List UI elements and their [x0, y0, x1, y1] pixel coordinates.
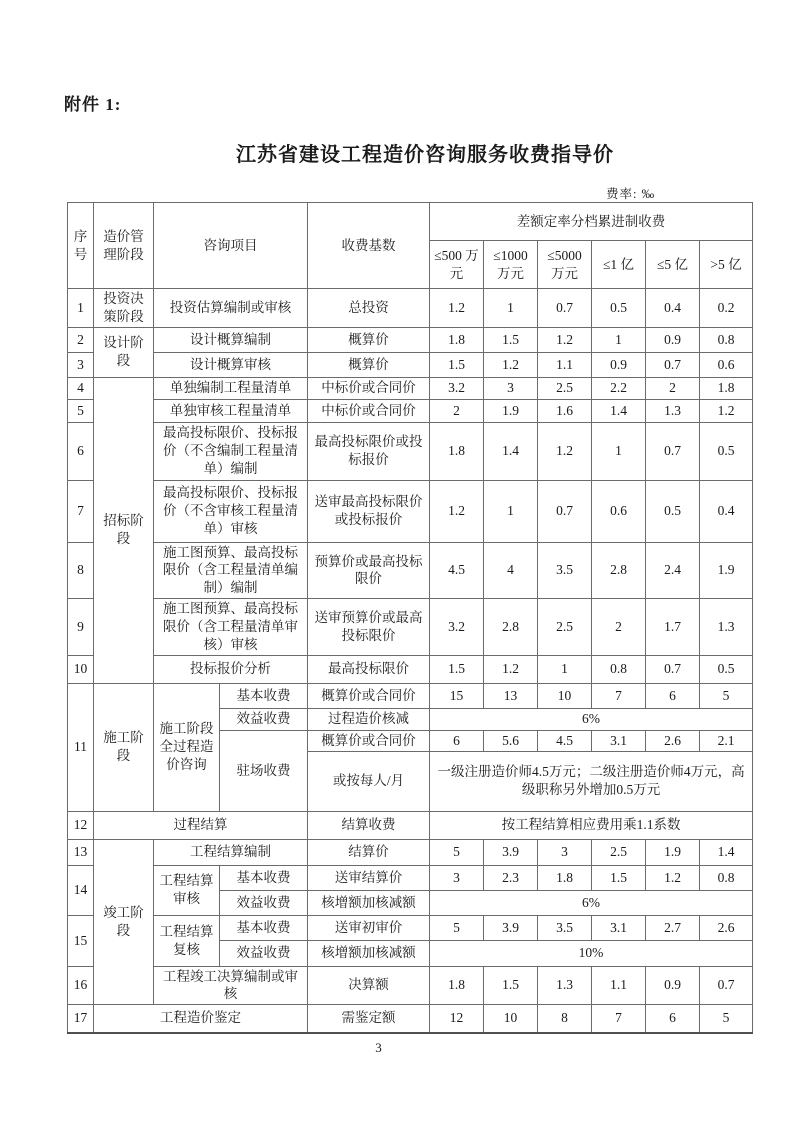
fee-value-cell: 2 — [646, 377, 700, 399]
table-row — [68, 915, 753, 940]
base-cell: 送审预算价或最高投标限价 — [308, 599, 430, 655]
base-cell: 核增额加核减额 — [308, 890, 430, 915]
fee-value-cell: 15 — [430, 683, 484, 708]
fee-value-cell: 1.2 — [538, 327, 592, 352]
fee-value-cell: 1.2 — [430, 289, 484, 328]
page-title: 江苏省建设工程造价咨询服务收费指导价 — [236, 144, 614, 166]
fee-value-cell: 2.6 — [646, 730, 700, 751]
table-row — [68, 966, 753, 1005]
base-cell: 需鉴定额 — [308, 1005, 430, 1033]
fee-value-cell: 0.9 — [646, 327, 700, 352]
merged-value-cell: 6% — [430, 890, 753, 915]
table-row — [68, 289, 753, 328]
base-cell: 最高投标限价 — [308, 655, 430, 683]
fee-value-cell: 2.4 — [646, 542, 700, 598]
project-cell: 工程竣工决算编制或审核 — [154, 966, 308, 1005]
table-row — [68, 599, 753, 655]
tier-header: ≤5 亿 — [646, 241, 700, 289]
seq-cell: 2 — [68, 327, 94, 352]
merged-value-cell: 6% — [430, 708, 753, 730]
subfee-cell: 基本收费 — [220, 865, 308, 890]
stage-cell: 招标阶段 — [94, 377, 154, 683]
fee-value-cell: 0.5 — [700, 422, 753, 480]
fee-value-cell: 5 — [430, 839, 484, 865]
fee-value-cell: 6 — [430, 730, 484, 751]
tier-header: ≤5000万元 — [538, 241, 592, 289]
base-cell: 概算价 — [308, 327, 430, 352]
project-cell: 施工图预算、最高投标限价（含工程量清单审核）审核 — [154, 599, 308, 655]
attachment-label: 附件 1: — [64, 95, 122, 114]
project-cell: 最高投标限价、投标报价（不含审核工程量清单）审核 — [154, 480, 308, 542]
fee-value-cell: 2.2 — [592, 377, 646, 399]
base-header: 收费基数 — [308, 203, 430, 289]
fee-value-cell: 1.2 — [538, 422, 592, 480]
project-cell: 设计概算审核 — [154, 352, 308, 377]
fee-value-cell: 1.8 — [538, 865, 592, 890]
seq-cell: 1 — [68, 289, 94, 328]
fee-value-cell: 4 — [484, 542, 538, 598]
table-row — [68, 480, 753, 542]
tier-header: ≤500 万元 — [430, 241, 484, 289]
fee-value-cell: 13 — [484, 683, 538, 708]
fee-value-cell: 3 — [538, 839, 592, 865]
project-cell: 工程造价鉴定 — [94, 1005, 308, 1033]
fee-schedule-table — [67, 202, 753, 1034]
page-number: 3 — [375, 1040, 382, 1055]
header-row-1 — [68, 203, 753, 241]
fee-value-cell: 3.5 — [538, 915, 592, 940]
fee-value-cell: 1.4 — [484, 422, 538, 480]
fee-value-cell: 1.5 — [430, 655, 484, 683]
project-cell: 过程结算 — [94, 811, 308, 839]
fee-value-cell: 1.3 — [700, 599, 753, 655]
base-cell: 概算价 — [308, 352, 430, 377]
fee-value-cell: 1.1 — [538, 352, 592, 377]
fee-value-cell: 1.4 — [700, 839, 753, 865]
project-cell: 单独审核工程量清单 — [154, 399, 308, 422]
base-cell: 中标价或合同价 — [308, 399, 430, 422]
fee-value-cell: 0.9 — [592, 352, 646, 377]
project-cell: 工程结算编制 — [154, 839, 308, 865]
fee-value-cell: 3.5 — [538, 542, 592, 598]
fee-group-header: 差额定率分档累进制收费 — [430, 203, 753, 241]
fee-value-cell: 1.9 — [700, 542, 753, 598]
fee-value-cell: 0.7 — [700, 966, 753, 1005]
tier-header: >5 亿 — [700, 241, 753, 289]
seq-cell: 6 — [68, 422, 94, 480]
fee-value-cell: 1 — [484, 289, 538, 328]
base-cell: 送审最高投标限价或投标报价 — [308, 480, 430, 542]
fee-value-cell: 1.9 — [484, 399, 538, 422]
fee-value-cell: 1.5 — [484, 966, 538, 1005]
table-row — [68, 377, 753, 399]
fee-value-cell: 2.8 — [592, 542, 646, 598]
fee-value-cell: 2.5 — [538, 599, 592, 655]
table-row — [68, 865, 753, 890]
base-cell: 中标价或合同价 — [308, 377, 430, 399]
project-cell: 投标报价分析 — [154, 655, 308, 683]
table-row — [68, 399, 753, 422]
fee-value-cell: 1.2 — [700, 399, 753, 422]
fee-value-cell: 2.8 — [484, 599, 538, 655]
fee-value-cell: 0.7 — [538, 480, 592, 542]
fee-value-cell: 5 — [700, 1005, 753, 1033]
fee-value-cell: 5 — [430, 915, 484, 940]
fee-value-cell: 1.5 — [430, 352, 484, 377]
project-cell: 投资估算编制或审核 — [154, 289, 308, 328]
fee-value-cell: 4.5 — [430, 542, 484, 598]
base-cell: 最高投标限价或投标报价 — [308, 422, 430, 480]
fee-value-cell: 1.8 — [700, 377, 753, 399]
subfee-cell: 基本收费 — [220, 915, 308, 940]
fee-value-cell: 1 — [484, 480, 538, 542]
fee-value-cell: 7 — [592, 1005, 646, 1033]
stage-cell: 施工阶段 — [94, 683, 154, 811]
project-cell: 设计概算编制 — [154, 327, 308, 352]
fee-value-cell: 2.1 — [700, 730, 753, 751]
table-row — [68, 683, 753, 708]
fee-value-cell: 6 — [646, 1005, 700, 1033]
stage-header: 造价管理阶段 — [94, 203, 154, 289]
fee-value-cell: 1.2 — [484, 655, 538, 683]
fee-value-cell: 1.8 — [430, 327, 484, 352]
seq-cell: 17 — [68, 1005, 94, 1033]
fee-value-cell: 5 — [700, 683, 753, 708]
fee-value-cell: 2 — [430, 399, 484, 422]
project-cell: 单独编制工程量清单 — [154, 377, 308, 399]
seq-cell: 8 — [68, 542, 94, 598]
table-row — [68, 422, 753, 480]
fee-value-cell: 8 — [538, 1005, 592, 1033]
fee-value-cell: 1.8 — [430, 422, 484, 480]
fee-value-cell: 3.1 — [592, 730, 646, 751]
table-row — [68, 352, 753, 377]
fee-value-cell: 3 — [430, 865, 484, 890]
fee-value-cell: 2.3 — [484, 865, 538, 890]
fee-value-cell: 1.1 — [592, 966, 646, 1005]
base-cell: 核增额加核减额 — [308, 940, 430, 966]
seq-cell: 10 — [68, 655, 94, 683]
fee-value-cell: 3.9 — [484, 839, 538, 865]
table-row — [68, 655, 753, 683]
fee-value-cell: 0.5 — [592, 289, 646, 328]
base-cell: 概算价或合同价 — [308, 730, 430, 751]
fee-value-cell: 1.4 — [592, 399, 646, 422]
project-cell: 施工阶段全过程造价咨询 — [154, 683, 220, 811]
fee-value-cell: 5.6 — [484, 730, 538, 751]
seq-cell: 4 — [68, 377, 94, 399]
fee-value-cell: 12 — [430, 1005, 484, 1033]
base-cell: 过程造价核减 — [308, 708, 430, 730]
fee-value-cell: 10 — [484, 1005, 538, 1033]
fee-value-cell: 0.7 — [646, 422, 700, 480]
fee-value-cell: 1.3 — [538, 966, 592, 1005]
table-row — [68, 839, 753, 865]
fee-value-cell: 0.2 — [700, 289, 753, 328]
fee-value-cell: 3.2 — [430, 599, 484, 655]
fee-value-cell: 6 — [646, 683, 700, 708]
base-cell: 送审初审价 — [308, 915, 430, 940]
fee-value-cell: 3.9 — [484, 915, 538, 940]
base-cell: 决算额 — [308, 966, 430, 1005]
fee-value-cell: 0.9 — [646, 966, 700, 1005]
fee-value-cell: 1.2 — [646, 865, 700, 890]
seq-cell: 12 — [68, 811, 94, 839]
seq-header: 序号 — [68, 203, 94, 289]
stage-cell: 竣工阶段 — [94, 839, 154, 1005]
fee-value-cell: 0.7 — [646, 655, 700, 683]
stage-cell: 设计阶段 — [94, 327, 154, 377]
table-row — [68, 542, 753, 598]
seq-cell: 13 — [68, 839, 94, 865]
fee-value-cell: 1.9 — [646, 839, 700, 865]
seq-cell: 3 — [68, 352, 94, 377]
subfee-cell: 驻场收费 — [220, 730, 308, 811]
fee-value-cell: 1.8 — [430, 966, 484, 1005]
base-cell: 送审结算价 — [308, 865, 430, 890]
fee-value-cell: 1.6 — [538, 399, 592, 422]
merged-value-cell: 按工程结算相应费用乘1.1系数 — [430, 811, 753, 839]
fee-value-cell: 1.5 — [592, 865, 646, 890]
fee-value-cell: 0.8 — [700, 327, 753, 352]
base-cell: 结算收费 — [308, 811, 430, 839]
fee-value-cell: 0.6 — [592, 480, 646, 542]
subfee-cell: 效益收费 — [220, 708, 308, 730]
base-cell: 总投资 — [308, 289, 430, 328]
fee-value-cell: 0.7 — [538, 289, 592, 328]
project-cell: 施工图预算、最高投标限价（含工程量清单编制）编制 — [154, 542, 308, 598]
seq-cell: 15 — [68, 915, 94, 966]
seq-cell: 14 — [68, 865, 94, 915]
seq-cell: 9 — [68, 599, 94, 655]
fee-value-cell: 2.5 — [592, 839, 646, 865]
fee-value-cell: 1.2 — [430, 480, 484, 542]
fee-value-cell: 2.7 — [646, 915, 700, 940]
fee-value-cell: 0.8 — [700, 865, 753, 890]
fee-value-cell: 3.1 — [592, 915, 646, 940]
seq-cell: 5 — [68, 399, 94, 422]
subfee-cell: 基本收费 — [220, 683, 308, 708]
seq-cell: 16 — [68, 966, 94, 1005]
seq-cell: 11 — [68, 683, 94, 811]
project-cell: 最高投标限价、投标报价（不含编制工程量清单）编制 — [154, 422, 308, 480]
fee-value-cell: 1 — [538, 655, 592, 683]
project-header: 咨询项目 — [154, 203, 308, 289]
fee-value-cell: 0.6 — [700, 352, 753, 377]
fee-value-cell: 0.4 — [700, 480, 753, 542]
base-cell: 预算价或最高投标限价 — [308, 542, 430, 598]
stage-cell: 投资决策阶段 — [94, 289, 154, 328]
fee-value-cell: 0.5 — [700, 655, 753, 683]
fee-value-cell: 2.6 — [700, 915, 753, 940]
tier-header: ≤1 亿 — [592, 241, 646, 289]
project-cell: 工程结算审核 — [154, 865, 220, 915]
subfee-cell: 效益收费 — [220, 890, 308, 915]
fee-value-cell: 1.3 — [646, 399, 700, 422]
merged-value-cell: 一级注册造价师4.5万元；二级注册造价师4万元，高级职称另外增加0.5万元 — [430, 751, 753, 811]
fee-value-cell: 3 — [484, 377, 538, 399]
fee-value-cell: 3.2 — [430, 377, 484, 399]
tier-header: ≤1000万元 — [484, 241, 538, 289]
table-row — [68, 327, 753, 352]
base-cell: 概算价或合同价 — [308, 683, 430, 708]
fee-value-cell: 2 — [592, 599, 646, 655]
seq-cell: 7 — [68, 480, 94, 542]
fee-value-cell: 7 — [592, 683, 646, 708]
base-cell: 结算价 — [308, 839, 430, 865]
fee-value-cell: 0.8 — [592, 655, 646, 683]
fee-value-cell: 1.7 — [646, 599, 700, 655]
fee-value-cell: 0.4 — [646, 289, 700, 328]
fee-value-cell: 1.5 — [484, 327, 538, 352]
fee-value-cell: 1.2 — [484, 352, 538, 377]
base-cell: 或按每人/月 — [308, 751, 430, 811]
fee-value-cell: 10 — [538, 683, 592, 708]
fee-value-cell: 1 — [592, 422, 646, 480]
fee-value-cell: 4.5 — [538, 730, 592, 751]
fee-value-cell: 0.5 — [646, 480, 700, 542]
fee-value-cell: 2.5 — [538, 377, 592, 399]
merged-value-cell: 10% — [430, 940, 753, 966]
rate-unit-label: 费率: ‰ — [606, 187, 656, 201]
subfee-cell: 效益收费 — [220, 940, 308, 966]
table-row — [68, 1005, 753, 1033]
project-cell: 工程结算复核 — [154, 915, 220, 966]
table-row — [68, 811, 753, 839]
fee-value-cell: 1 — [592, 327, 646, 352]
fee-value-cell: 0.7 — [646, 352, 700, 377]
